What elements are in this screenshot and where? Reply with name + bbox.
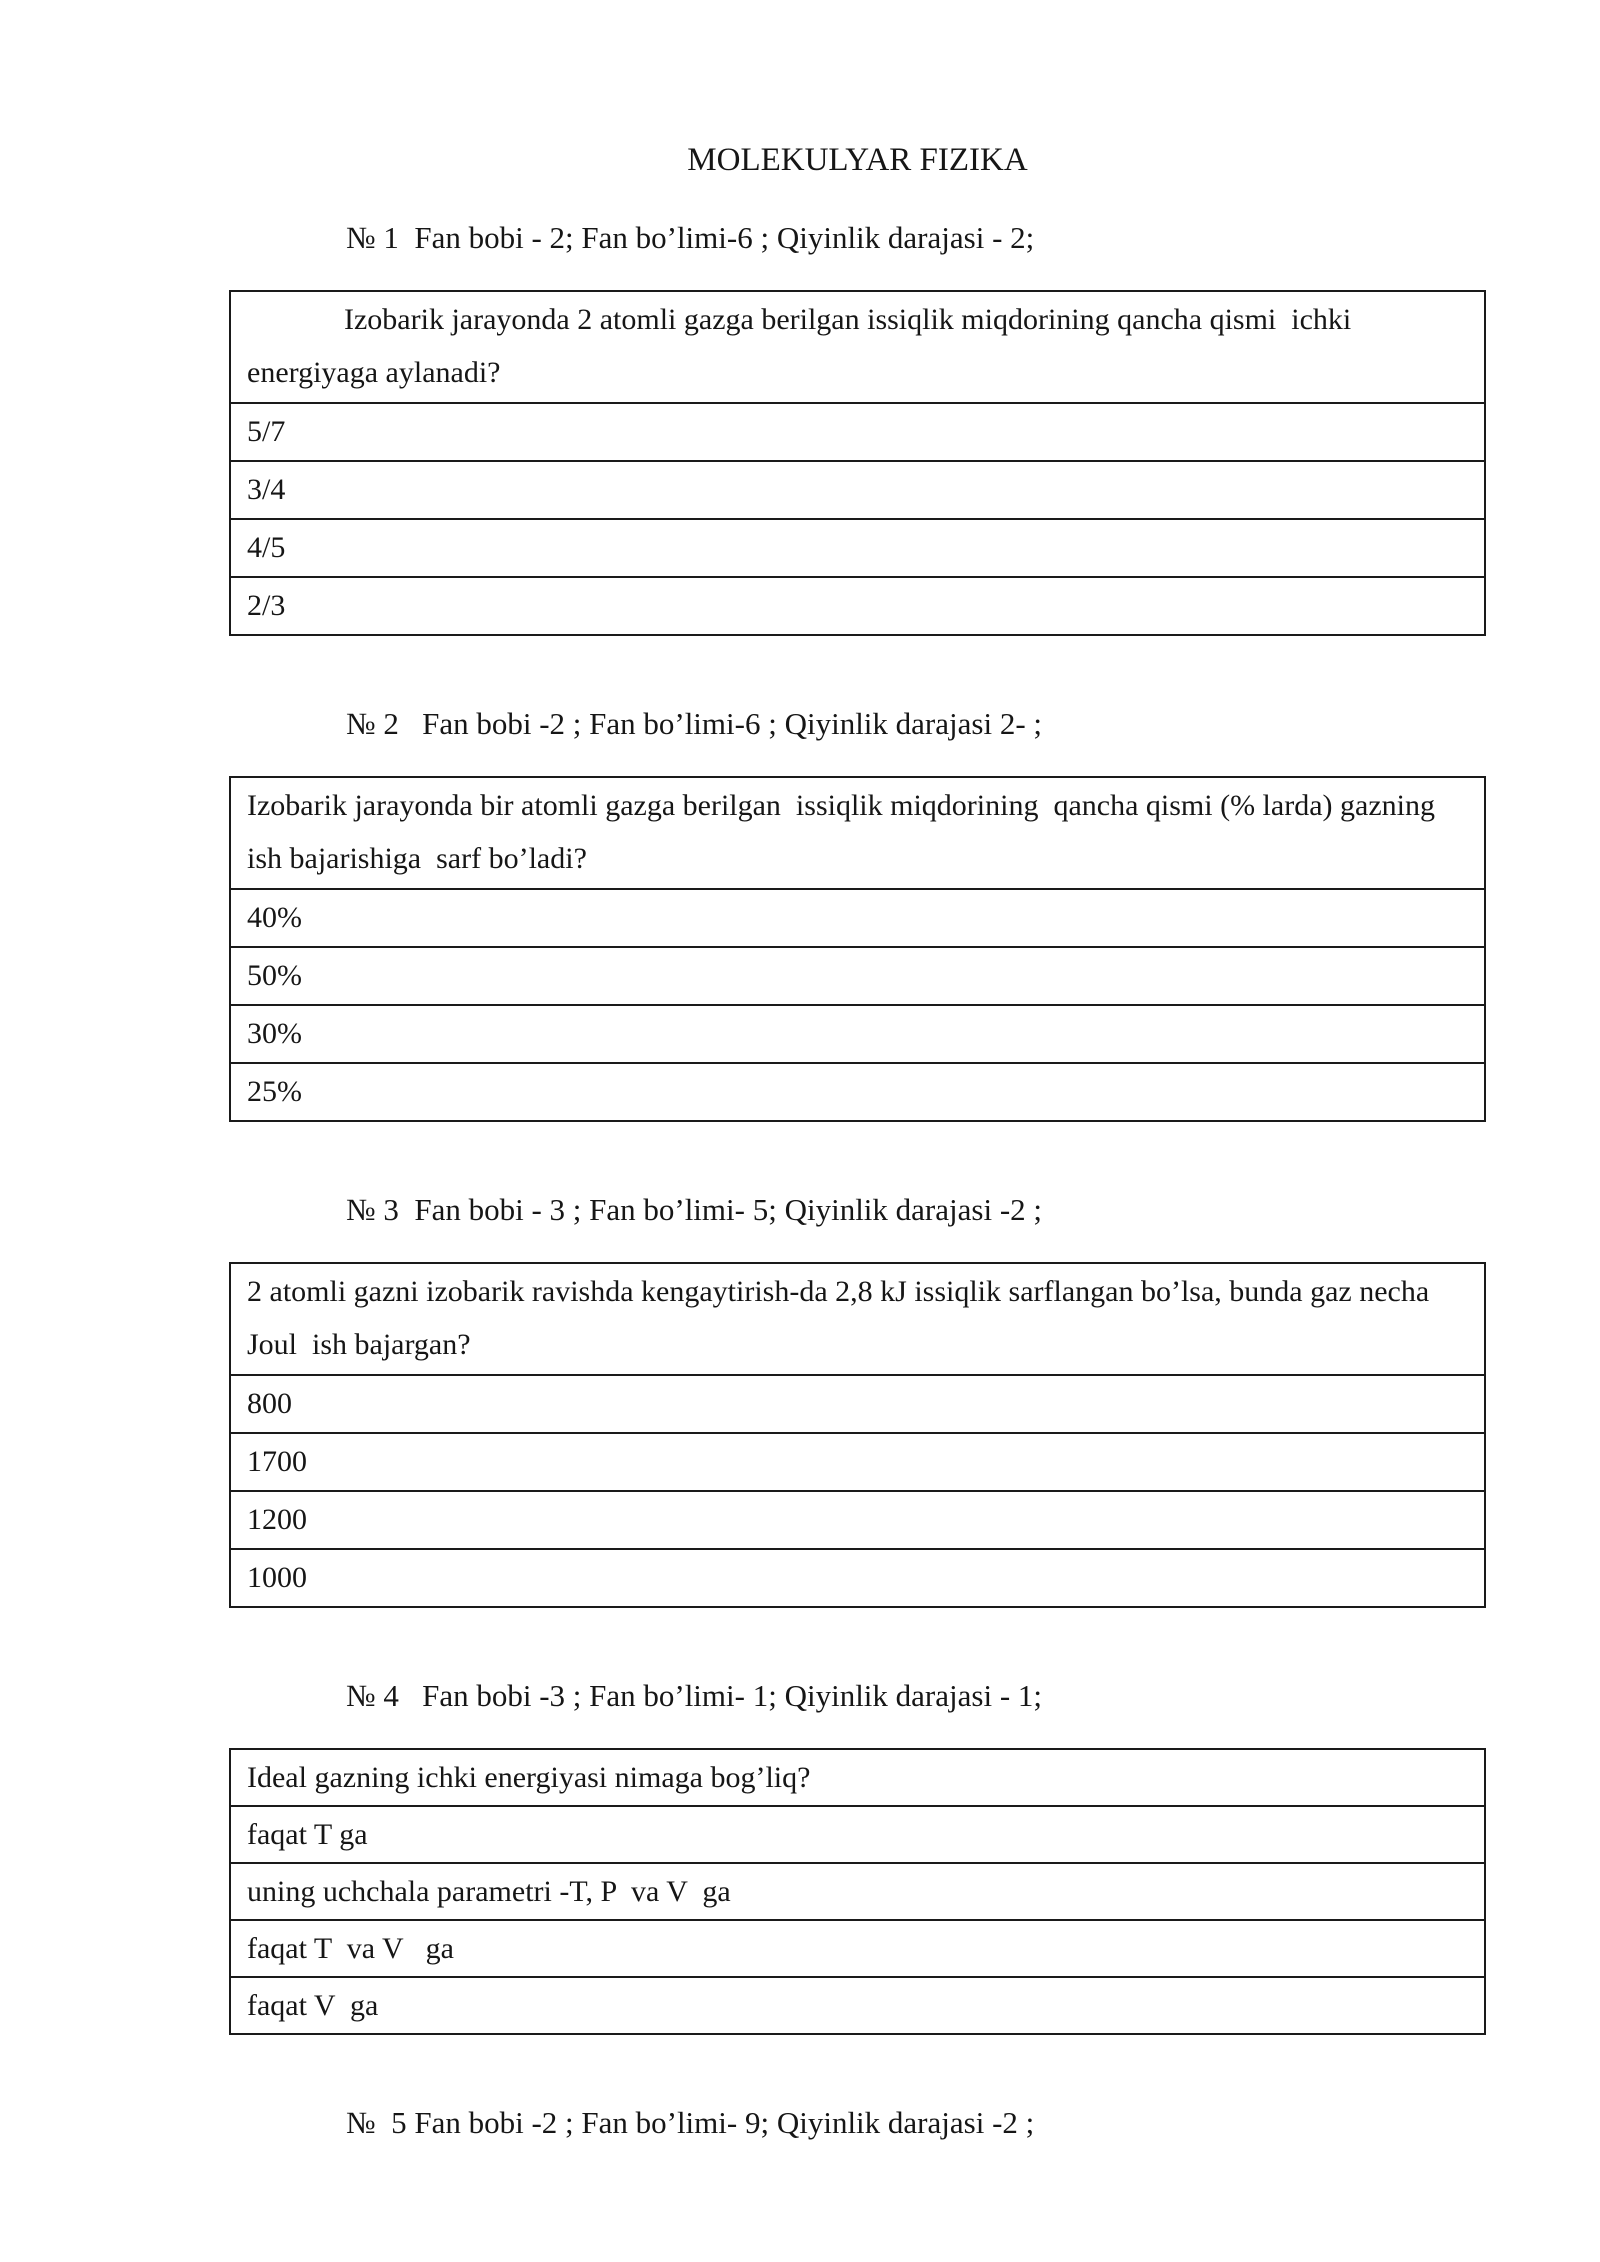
- question-block-5: [229, 2103, 1486, 2143]
- question-1-header: № 1 Fan bobi - 2; Fan bo’limi-6 ; Qiyinlik darajasi - 2;: [346, 220, 1035, 255]
- table-row: [230, 1549, 1485, 1607]
- question-1-option-1: 5/7: [230, 403, 1485, 461]
- question-2-text: Izobarik jarayonda bir atomli gazga berilgan issiqlik miqdorining qancha qismi (% larda) gazning ish bajarishiga sarf bo’ladi?: [230, 777, 1485, 889]
- question-4-option-4: faqat V ga: [230, 1977, 1485, 2034]
- table-row: [230, 403, 1485, 461]
- question-3-text: 2 atomli gazni izobarik ravishda kengaytirish-da 2,8 kJ issiqlik sarflangan bo’lsa, bunda gaz necha Joul ish bajargan?: [230, 1263, 1485, 1375]
- question-4-text: Ideal gazning ichki energiyasi nimaga bog’liq?: [230, 1749, 1485, 1806]
- question-1-option-3: 4/5: [230, 519, 1485, 577]
- question-block-2: [229, 704, 1486, 1122]
- table-row: [230, 519, 1485, 577]
- table-row: [230, 291, 1485, 403]
- table-row: [230, 1005, 1485, 1063]
- question-1-option-2: 3/4: [230, 461, 1485, 519]
- question-2-option-4: 25%: [230, 1063, 1485, 1121]
- table-row: [230, 1977, 1485, 2034]
- table-row: [230, 1806, 1485, 1863]
- question-3-table: [229, 1262, 1486, 1608]
- table-row: [230, 1863, 1485, 1920]
- question-1-text: Izobarik jarayonda 2 atomli gazga berilgan issiqlik miqdorining qancha qismi ichki energiyaga aylanadi?: [230, 291, 1485, 403]
- question-3-option-3: 1200: [230, 1491, 1485, 1549]
- table-row: [230, 947, 1485, 1005]
- table-row: [230, 1263, 1485, 1375]
- question-4-table: [229, 1748, 1486, 2035]
- question-1-option-4: 2/3: [230, 577, 1485, 635]
- table-row: [230, 889, 1485, 947]
- question-3-option-4: 1000: [230, 1549, 1485, 1607]
- question-2-option-3: 30%: [230, 1005, 1485, 1063]
- question-4-option-1: faqat T ga: [230, 1806, 1485, 1863]
- table-row: [230, 777, 1485, 889]
- question-2-table: [229, 776, 1486, 1122]
- question-1-table: [229, 290, 1486, 636]
- question-4-option-3: faqat T va V ga: [230, 1920, 1485, 1977]
- question-4-header: № 4 Fan bobi -3 ; Fan bo’limi- 1; Qiyinlik darajasi - 1;: [346, 1678, 1043, 1713]
- question-block-3: [229, 1190, 1486, 1608]
- question-2-option-1: 40%: [230, 889, 1485, 947]
- question-4-option-2: uning uchchala parametri -T, P va V ga: [230, 1863, 1485, 1920]
- table-row: [230, 577, 1485, 635]
- question-2-option-2: 50%: [230, 947, 1485, 1005]
- table-row: [230, 1920, 1485, 1977]
- question-5-header: № 5 Fan bobi -2 ; Fan bo’limi- 9; Qiyinlik darajasi -2 ;: [346, 2105, 1035, 2140]
- table-row: [230, 1375, 1485, 1433]
- question-3-option-2: 1700: [230, 1433, 1485, 1491]
- table-row: [230, 1491, 1485, 1549]
- table-row: [230, 1433, 1485, 1491]
- question-2-header: № 2 Fan bobi -2 ; Fan bo’limi-6 ; Qiyinlik darajasi 2- ;: [346, 706, 1043, 741]
- question-3-option-1: 800: [230, 1375, 1485, 1433]
- table-row: [230, 1063, 1485, 1121]
- question-3-header: № 3 Fan bobi - 3 ; Fan bo’limi- 5; Qiyinlik darajasi -2 ;: [346, 1192, 1043, 1227]
- table-row: [230, 461, 1485, 519]
- question-block-1: [229, 218, 1486, 636]
- question-block-4: [229, 1676, 1486, 2035]
- table-row: [230, 1749, 1485, 1806]
- page-title: MOLEKULYAR FIZIKA: [687, 142, 1028, 178]
